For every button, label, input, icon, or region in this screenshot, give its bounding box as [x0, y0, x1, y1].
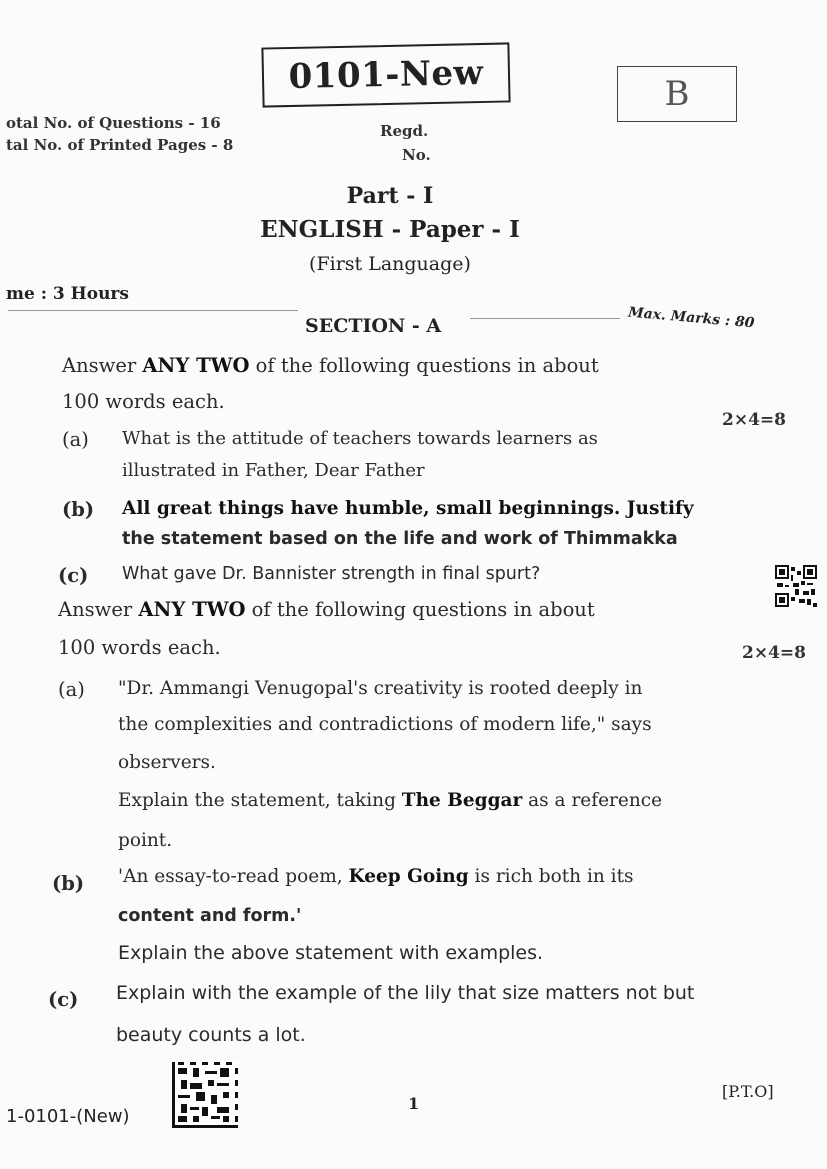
q2a-line1: "Dr. Ammangi Venugopal's creativity is rooted deeply in	[118, 678, 643, 699]
time-label: me : 3 Hours	[6, 284, 129, 304]
q1a-label: (a)	[62, 428, 89, 451]
q2-instruction-pre: Answer	[58, 598, 139, 621]
pto-label: [P.T.O]	[722, 1082, 774, 1101]
q2a-line5: point.	[118, 830, 173, 851]
q2b-line1-bold: Keep Going	[348, 866, 469, 887]
header-divider-right	[470, 318, 620, 319]
q2b-line1-post: is rich both in its	[468, 866, 634, 887]
q2a-line2: the complexities and contradictions of modern life," says	[118, 714, 652, 735]
q1b-line2: the statement based on the life and work of Thimmakka	[122, 529, 678, 549]
qr-code-icon	[775, 565, 817, 607]
q2c-label: (c)	[48, 988, 79, 1011]
q1a-line1: What is the attitude of teachers towards learners as	[122, 428, 598, 449]
max-marks: Max. Marks : 80	[627, 304, 756, 332]
part-title: Part - I	[346, 183, 434, 209]
q1-instruction-post: of the following questions in about	[249, 354, 599, 377]
q1a-line2: illustrated in Father, Dear Father	[122, 460, 425, 481]
q1c-line1: What gave Dr. Bannister strength in final spurt?	[122, 564, 541, 584]
q2b-line1	[118, 866, 634, 887]
q1-instruction-pre: Answer	[62, 354, 143, 377]
q2-marks: 2×4=8	[742, 643, 806, 663]
q2a-line4-pre: Explain the statement, taking	[118, 790, 402, 811]
q2-instruction-line2: 100 words each.	[58, 636, 221, 659]
paper-code: 0101-New	[288, 52, 484, 98]
q2a-line3: observers.	[118, 752, 216, 773]
q1b-line1: All great things have humble, small beginnings. Justify	[122, 498, 694, 519]
set-letter: B	[664, 74, 690, 114]
q2b-line1-pre: 'An essay-to-read poem,	[118, 866, 349, 887]
q1b-label: (b)	[62, 498, 95, 521]
q1-instruction-line2: 100 words each.	[62, 390, 225, 413]
q1-instruction	[62, 354, 599, 377]
q2b-line3: Explain the above statement with examples.	[118, 942, 544, 964]
q1-marks: 2×4=8	[722, 410, 786, 430]
q2b-label: (b)	[52, 872, 85, 895]
q2-instruction-post: of the following questions in about	[245, 598, 595, 621]
header-divider-left	[8, 310, 298, 311]
q2b-line2: content and form.'	[118, 906, 302, 926]
regd-label: Regd.	[380, 122, 429, 140]
set-box	[617, 66, 737, 122]
subject-title: ENGLISH - Paper - I	[260, 216, 520, 243]
paper-code-box	[261, 42, 510, 107]
q2c-line2: beauty counts a lot.	[116, 1024, 306, 1046]
q2a-label: (a)	[58, 678, 85, 701]
q2a-line4	[118, 790, 662, 811]
q1-instruction-bold: ANY TWO	[142, 354, 250, 377]
no-label: No.	[402, 146, 431, 164]
footer-code: 1-0101-(New)	[6, 1106, 130, 1127]
datamatrix-barcode-icon	[172, 1062, 238, 1128]
total-questions: otal No. of Questions - 16	[6, 114, 221, 132]
section-title: SECTION - A	[305, 315, 442, 337]
q2a-line4-post: as a reference	[522, 790, 663, 811]
q2c-line1: Explain with the example of the lily that size matters not but	[116, 982, 695, 1004]
q2a-line4-bold: The Beggar	[401, 790, 523, 811]
language-title: (First Language)	[309, 253, 471, 275]
page-number: 1	[408, 1094, 420, 1113]
q2-instruction	[58, 598, 595, 621]
q1c-label: (c)	[58, 564, 89, 587]
q2-instruction-bold: ANY TWO	[138, 598, 246, 621]
total-pages: tal No. of Printed Pages - 8	[6, 136, 234, 154]
